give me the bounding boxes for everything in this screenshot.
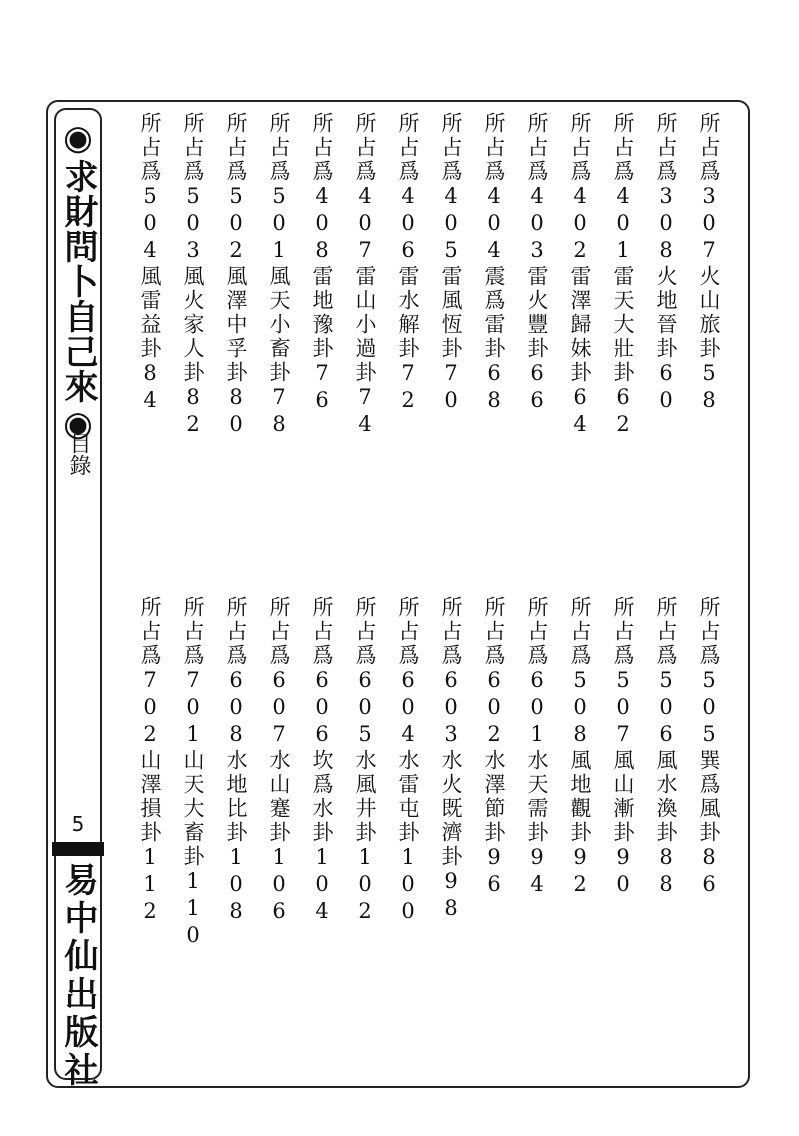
section-title: 目錄 (66, 432, 91, 476)
toc-entry: 所占爲602水澤節卦96 (482, 596, 506, 899)
toc-entry: 所占爲307火山旅卦58 (697, 112, 721, 415)
toc-entry: 所占爲402雷澤歸妹卦64 (568, 112, 592, 439)
toc-entry: 所占爲604水雷屯卦100 (396, 596, 420, 926)
book-title: ◉求財問卜自己來◉ (58, 118, 98, 445)
toc-entry: 所占爲405雷風恆卦70 (439, 112, 463, 415)
toc-entry: 所占爲702山澤損卦112 (138, 596, 162, 926)
toc-entry: 所占爲504風雷益卦84 (138, 112, 162, 415)
toc-entry: 所占爲603水火既濟卦98 (439, 596, 463, 923)
publisher-name: 易中仙出版社 (58, 862, 98, 1090)
page-number: 5 (71, 812, 85, 836)
toc-entry: 所占爲502風澤中孚卦80 (224, 112, 248, 439)
toc-entry: 所占爲408雷地豫卦76 (310, 112, 334, 415)
toc-entry: 所占爲605水風井卦102 (353, 596, 377, 926)
toc-block-top (125, 112, 725, 552)
toc-entry: 所占爲403雷火豐卦66 (525, 112, 549, 415)
toc-entry: 所占爲401雷天大壯卦62 (611, 112, 635, 439)
toc-entry: 所占爲601水天需卦94 (525, 596, 549, 899)
toc-entry: 所占爲701山天大畜卦110 (181, 596, 205, 950)
toc-entry: 所占爲607水山蹇卦106 (267, 596, 291, 926)
toc-entry: 所占爲606坎爲水卦104 (310, 596, 334, 926)
toc-entry: 所占爲501風天小畜卦78 (267, 112, 291, 439)
toc-entry: 所占爲404震爲雷卦68 (482, 112, 506, 415)
toc-block-bottom (125, 596, 725, 1036)
toc-entry: 所占爲406雷水解卦72 (396, 112, 420, 415)
toc-entry: 所占爲407雷山小過卦74 (353, 112, 377, 439)
toc-entry: 所占爲507風山漸卦90 (611, 596, 635, 899)
toc-entry: 所占爲506風水渙卦88 (654, 596, 678, 899)
toc-entry: 所占爲608水地比卦108 (224, 596, 248, 926)
toc-entry: 所占爲508風地觀卦92 (568, 596, 592, 899)
toc-entry: 所占爲505巽爲風卦86 (697, 596, 721, 899)
spine-divider-bar (52, 842, 104, 856)
toc-entry: 所占爲308火地晉卦60 (654, 112, 678, 415)
toc-entry: 所占爲503風火家人卦82 (181, 112, 205, 439)
